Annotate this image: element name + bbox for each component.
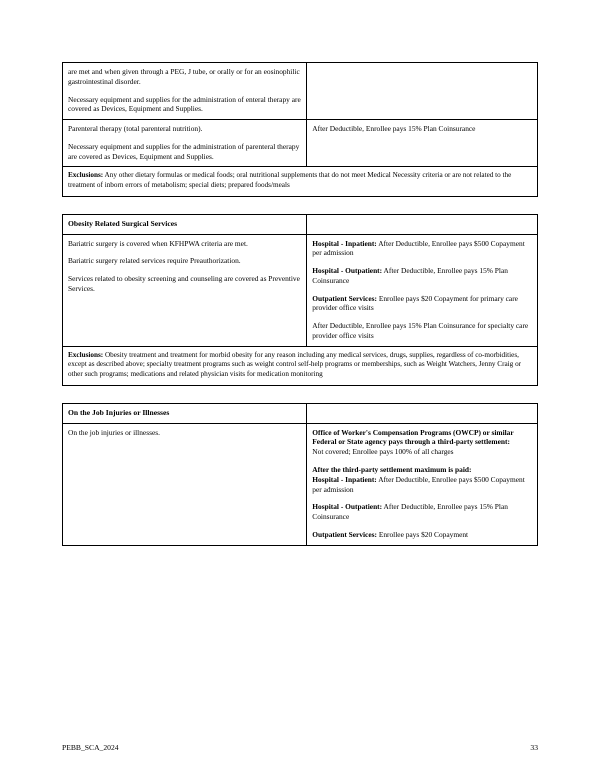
benefit-text: Necessary equipment and supplies for the administration of parenteral therapy are covered as Devices, Equipment and Supplies.	[68, 141, 300, 161]
page-footer	[62, 743, 538, 752]
table-row	[63, 63, 538, 120]
cost-label: Hospital - Outpatient:	[312, 266, 383, 276]
section-header-cost-cell	[307, 214, 538, 234]
benefit-cost-cell	[307, 120, 538, 167]
cost-label: After the third-party settlement maximum is paid:	[312, 465, 472, 475]
cost-line	[312, 321, 532, 341]
cost-label: Hospital - Outpatient:	[312, 502, 383, 512]
cost-label: Hospital - Inpatient:	[312, 238, 377, 248]
benefit-description-cell	[63, 63, 307, 120]
benefit-text: Necessary equipment and supplies for the administration of enteral therapy are covered as Devices, Equipment and Supplies.	[68, 94, 301, 114]
cost-label: Outpatient Services:	[312, 293, 377, 303]
on-the-job-injuries-or-illnesses-table	[62, 403, 538, 546]
benefit-text: On the job injuries or illnesses.	[68, 427, 160, 437]
exclusions-row	[63, 167, 538, 196]
cost-text: After Deductible, Enrollee pays $500 Copayment per admission	[312, 474, 525, 494]
cost-line	[312, 239, 532, 259]
cost-text: After Deductible, Enrollee pays 15% Plan Coinsurance for specialty care provider office visits	[312, 321, 529, 341]
cost-text: Enrollee pays $20 Copayment for primary care provider office visits	[312, 293, 518, 313]
cost-label: Office of Worker's Compensation Programs (OWCP) or similar Federal or State agency pays through a third-party settlement:	[312, 427, 514, 447]
benefit-text: Bariatric surgery is covered when KFHPWA criteria are met.	[68, 238, 248, 248]
cost-text: After Deductible, Enrollee pays 15% Plan Coinsurance	[312, 502, 508, 522]
cost-label: Hospital - Inpatient:	[312, 474, 377, 484]
cost-text: After Deductible, Enrollee pays $500 Copayment per admission	[312, 238, 525, 258]
section-header-cell: Obesity Related Surgical Services	[63, 214, 307, 234]
cost-text: After Deductible, Enrollee pays 15% Plan Coinsurance	[312, 124, 476, 134]
table-row	[63, 423, 538, 545]
exclusions-cell	[63, 167, 538, 196]
benefit-description-cell	[63, 234, 307, 346]
cost-text: Enrollee pays $20 Copayment	[376, 529, 469, 539]
section-header-cell: On the Job Injuries or Illnesses	[63, 403, 307, 423]
table-header-row	[63, 214, 538, 234]
table-gap	[62, 386, 538, 403]
cost-line	[312, 530, 532, 540]
exclusions-text: Any other dietary formulas or medical foods; oral nutritional supplements that do not meet Medical Necessity criteria or are not related to the treatment of inborn errors of metabolism; special diets; prepared foods/meals	[68, 171, 512, 189]
cost-line	[312, 502, 532, 522]
footer-document-id: PEBB_SCA_2024	[62, 743, 119, 752]
cost-line	[312, 465, 532, 475]
benefit-cost-cell	[307, 234, 538, 346]
benefit-text: Bariatric surgery related services require Preauthorization.	[68, 256, 241, 266]
exclusions-text: Obesity treatment and treatment for morbid obesity for any reason including any medical services, drugs, supplies, regardless of co-morbidities, except as described above; specialty treatment programs such as weight control self-help programs or memberships, such as Weight Watchers, Jenny Craig or other such programs; medications and related physician visits for medication monitoring	[68, 350, 522, 379]
section-header-cost-cell	[307, 403, 538, 423]
cost-line	[312, 475, 532, 495]
benefit-text: Parenteral therapy (total parenteral nutrition).	[68, 124, 203, 134]
benefit-cost-cell	[307, 423, 538, 545]
footer-page-number: 33	[530, 743, 538, 752]
cost-line	[312, 428, 532, 448]
cost-line	[312, 294, 532, 314]
cost-line	[312, 447, 532, 457]
table-header-row	[63, 403, 538, 423]
exclusions-label: Exclusions:	[68, 171, 104, 180]
benefit-text: Services related to obesity screening and counseling are covered as Preventive Services.	[68, 274, 300, 293]
cost-label: Outpatient Services:	[312, 529, 377, 539]
benefit-text: are met and when given through a PEG, J tube, or orally or for an eosinophilic gastrointestinal disorder.	[68, 67, 300, 86]
exclusions-label: Exclusions:	[68, 350, 104, 359]
benefit-description-cell	[63, 423, 307, 545]
obesity-related-surgical-services-table	[62, 214, 538, 386]
exclusions-row	[63, 346, 538, 385]
table-row	[63, 120, 538, 167]
cost-line	[312, 266, 532, 286]
benefit-description-cell	[63, 120, 307, 167]
cost-text: After Deductible, Enrollee pays 15% Plan Coinsurance	[312, 266, 508, 285]
enteral-parenteral-therapy-table	[62, 62, 538, 197]
table-row	[63, 234, 538, 346]
cost-text: Not covered; Enrollee pays 100% of all charges	[312, 447, 454, 457]
exclusions-cell	[63, 346, 538, 385]
table-gap	[62, 197, 538, 214]
benefit-cost-cell	[307, 63, 538, 120]
